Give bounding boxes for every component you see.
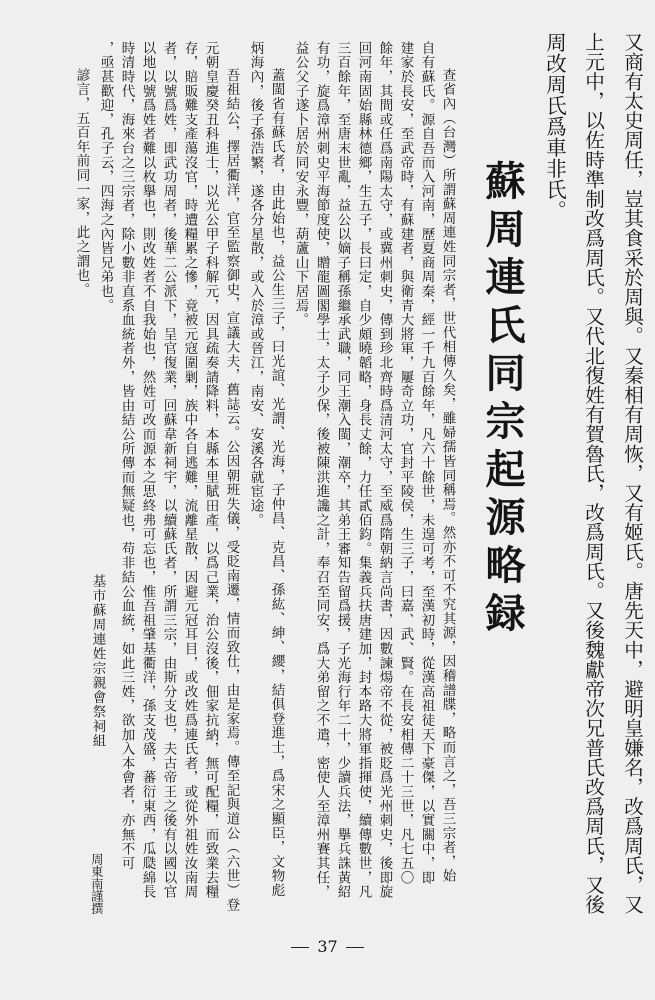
body-column-11: 吾祖結公，擇居衢洋，官至監察御史，宣議大夫，舊誌云。公因朝班失儀，受貶南遷，情而致仕，由是家焉。傳至記與道公（六世）登 bbox=[223, 68, 240, 912]
body-column-16: 時清時代，海來台之三宗者，除小數非直系血統者外，皆由結公所傳而無疑也，苟非結公血統，如此三姓，欲加入本會者，亦無不可 bbox=[118, 41, 135, 871]
body-column-10: 炳海內，後子孫浩繁，遂各分星散，或入於漳或晉江，南安、安溪各就宦途。 bbox=[247, 41, 264, 528]
body-column-17: ，亟甚歡迎，孔子云，四海之內皆兄弟也。 bbox=[97, 41, 114, 313]
page-number bbox=[0, 937, 655, 956]
body-column-12: 元朝皇慶癸丑科進士，以光公甲子科解元，因具疏奏請降料，本縣本里賦田產，以爲己業，治公沒後，佃家抗納，無可配糧，而致業去糧 bbox=[202, 41, 219, 899]
signature-author: 周東南謹撰 bbox=[89, 853, 104, 915]
body-column-4: 餘年，其間或任爲南陽太守，或冀州刺史，傳到珍北齊時爲清河太守，至威爲隋朝納言尚書，因數諫煬帝不從，被貶爲光州刺史，後即旋 bbox=[376, 41, 393, 899]
body-column-18: 諺言，五百年前同一家，此之謂也。 bbox=[73, 68, 90, 297]
body-column-3: 建家於長安，至武帝時，有蘇建者，與衛青大將軍，屢奇立功，官封平陵侯，生三子，曰嘉、武、賢。在長安相傳二十三世，凡七五〇 bbox=[397, 41, 414, 885]
intro-column-2: 上元中，以佐時準制改爲周氏。又代北復姓有賀魯氏，改爲周氏。又後魏獻帝次兄普氏改爲周氏，又後 bbox=[581, 32, 605, 914]
body-column-14: 者，以號爲姓，即武功周者，後華二公派下，呈官復業，回蘇韋新祠宇，以續蘇氏者，所謂三宗，由斯分支也，夫古帝王之後有以國以官 bbox=[160, 41, 177, 899]
intro-column-1: 又商有太史周任，豈其食采於周與。又秦相有周恢，又有姬氏。唐先天中，避明皇嫌名，改爲周氏，又 bbox=[620, 32, 644, 914]
intro-column-3: 周改周氏爲車非氏。 bbox=[542, 32, 567, 221]
body-column-9: 蓋閩省有蘇氏者，由此始也，益公生三子，曰光誼、光謂、光海，子仲昌、克昌、孫紘、紳、纓，結俱登進士，爲宋之顯臣，文物彪 bbox=[268, 68, 285, 898]
page-title: 蘇周連氏同宗起源略録 bbox=[479, 160, 526, 640]
body-column-2: 自有蘇氏。源自吾而入河南，歷夏商周秦，經一千九百餘年，凡六十餘世，未遑可考，至漢初時，從漢高祖徒天下豪傑，以實關中，即 bbox=[418, 41, 435, 885]
body-column-8: 益公父子遂卜居於同安永豐，葫蘆山下居焉。 bbox=[292, 41, 309, 327]
signature-org: 基市蘇周連姓宗親會祭祠組 bbox=[89, 574, 106, 748]
body-column-6: 三百餘年，至唐末世亂，益公以嫡子稱孫繼承武職，同王潮入閩，潮卒，其弟王審知告留爲援，子光海行年二十，少讀兵法，擧兵誅黃紹 bbox=[334, 41, 351, 899]
dash-left bbox=[291, 947, 309, 948]
body-column-5: 回河南固始縣林德鄉，生五子，長曰定，自少頗曉韜略，身長丈餘，力任貳佰鈞。集義兵扶唐建加，封本路大將軍指揮使，續傳數世，凡 bbox=[355, 41, 372, 899]
body-column-13: 存，賠販難支產蕩沒官，時遭糧累之慘，竟被元寇圍剿，族中各自逃難，流離星散，因避元冠耳目，或改姓爲連氏者，或從外祖姓汝南周 bbox=[181, 41, 198, 899]
page-number-text: 37 bbox=[317, 937, 338, 956]
body-column-1: 查省內（台灣）所謂蘇周連姓同宗者，世代相傳久矣，雖婦孺皆同稱焉。然亦不可不究其源，因稽譜牒，略而言之，吾三宗者，始 bbox=[439, 68, 456, 884]
dash-right bbox=[346, 947, 364, 948]
body-column-7: 有功，旋爲漳州刺史平海節度使，贈龍圖閣學士，太子少保，後被陳洪進讒之計，奉召至同安，爲大弟留之不遣，密使人至漳州賽其任， bbox=[313, 41, 330, 899]
body-column-15: 以地以號爲姓者難以枚擧也，則改姓者不自我始也，然姓可改而源本之思終弗可忘也，惟吾祖肇基衢洋，孫支茂盛，蕃衍東西，瓜瓞綿長 bbox=[139, 41, 156, 899]
